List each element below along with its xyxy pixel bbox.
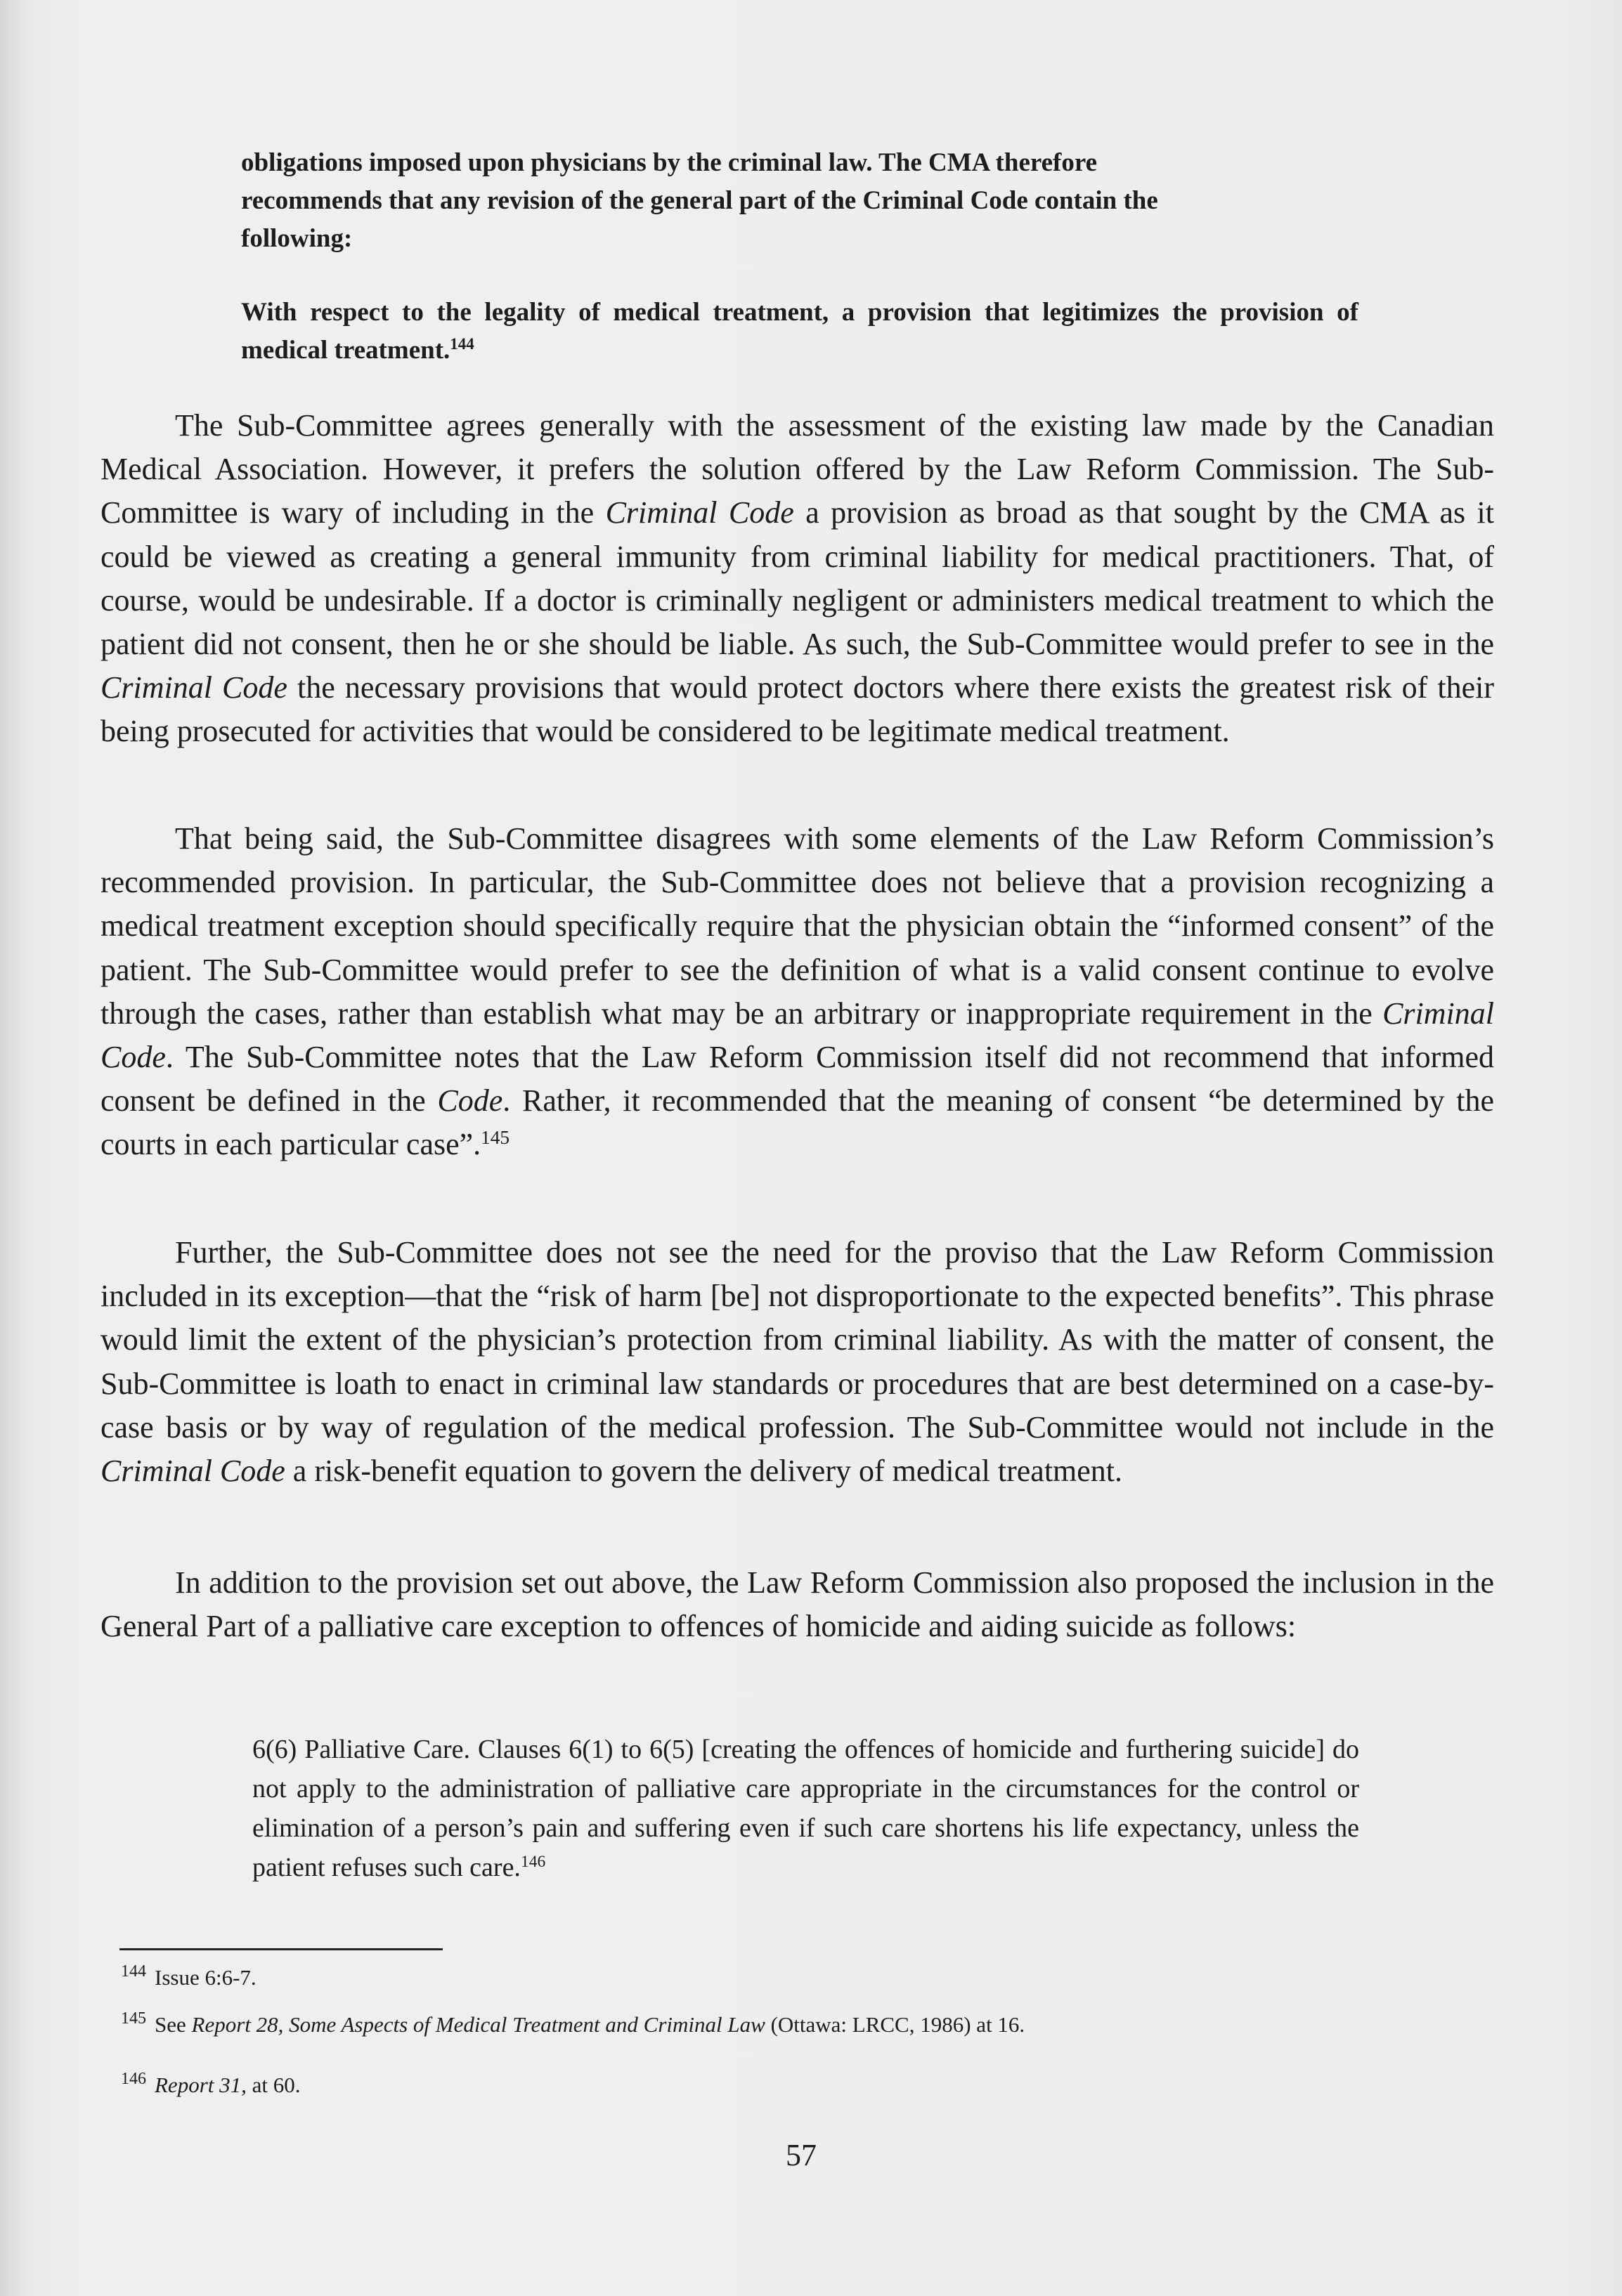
criminal-code-italic: Criminal Code — [605, 495, 794, 530]
criminal-code-italic: Criminal Code — [100, 1454, 285, 1489]
paragraph-4-text: In addition to the provision set out above, the Law Reform Commission also proposed the inclusion in the General Part of a palliative care exception to offences of homicide and aiding suicide as follows: — [100, 1565, 1494, 1644]
footnote-text: at 60. — [246, 2073, 301, 2097]
footnote-text: Issue 6:6-7. — [155, 1965, 257, 1990]
cma-quote-line-1: obligations imposed upon physicians by the criminal law. The CMA therefore — [241, 148, 1098, 177]
criminal-code-italic: Criminal Code — [100, 670, 287, 705]
code-italic: Code — [437, 1083, 503, 1118]
cma-provision-text: With respect to the legality of medical treatment, a provision that legitimizes the provision of medical treatment. — [241, 298, 1358, 365]
footnote-number: 145 — [121, 2009, 146, 2028]
paragraph-1-text-a: The Sub-Committee agrees generally with the assessment of the existing law made by the Canadian Medical Association. However, it prefers the solution offered by the Law Reform Commission. The Sub-Committee is wary of including in the — [100, 408, 1494, 530]
footnote-144 — [121, 1964, 257, 1994]
paragraph-2 — [100, 817, 1494, 1170]
footnote-number: 146 — [121, 2070, 146, 2088]
cma-quote-block — [241, 144, 1358, 258]
cma-provision-quote — [241, 294, 1358, 372]
paragraph-3-text-a: Further, the Sub-Committee does not see the need for the proviso that the Law Reform Commission included in its exception—that the “risk of harm [be] not disproportionate to the expected benefits”. This phrase would limit the extent of the physician’s protection from criminal liability. As with the matter of consent, the Sub-Committee is loath to enact in criminal law standards or procedures that are best determined on a case-by-case basis or by way of regulation of the medical profession. The Sub-Committee would not include in the — [100, 1235, 1494, 1444]
footnote-145 — [121, 2011, 1025, 2041]
palliative-care-text: 6(6) Palliative Care. Clauses 6(1) to 6(5) [creating the offences of homicide and furthering suicide] do not apply to the administration of palliative care appropriate in the circumstances for the control or elimination of a person’s pain and suffering even if such care shortens his life expectancy, unless the patient refuses such care. — [252, 1735, 1359, 1882]
paragraph-3 — [100, 1231, 1494, 1493]
footnote-ref-145: 145 — [481, 1127, 510, 1149]
paragraph-1-text-b: a provision as broad as that sought by the CMA as it could be viewed as creating a general immunity from criminal liability for medical practitioners. That, of course, would be undesirable. If a doctor is criminally negligent or administers medical treatment to which the patient did not consent, then he or she should be liable. As such, the Sub-Committee would prefer to see in the — [100, 495, 1495, 662]
cma-quote-line-3: following: — [241, 224, 353, 253]
paragraph-2-text-b: . The Sub-Committee notes that the Law Reform Commission itself did not recommend that informed consent be defined in the — [100, 1040, 1494, 1118]
paragraph-1 — [100, 404, 1494, 754]
footnote-text: See — [155, 2012, 192, 2037]
paragraph-2-text-a: That being said, the Sub-Committee disagrees with some elements of the Law Reform Commission’s recommended provision. In particular, the Sub-Committee does not believe that a provision recognizing a medical treatment exception should specifically require that the physician obtain the “informed consent” of the patient. The Sub-Committee would prefer to see the definition of what is a valid consent continue to evolve through the cases, rather than establish what may be an arbitrary or inappropriate requirement in the — [100, 821, 1494, 1031]
paragraph-2-text-c: . Rather, it recommended that the meaning of consent “be determined by the courts in each particular case”. — [100, 1083, 1494, 1162]
footnote-ref-146: 146 — [520, 1853, 546, 1872]
criminal-code-italic: Criminal Code — [100, 996, 1494, 1075]
footnote-ref-144: 144 — [450, 335, 474, 353]
footnote-number: 144 — [121, 1962, 146, 1981]
paragraph-4 — [100, 1561, 1494, 1648]
page-number: 57 — [786, 2138, 817, 2172]
cma-quote-line-2: recommends that any revision of the general part of the Criminal Code contain the — [241, 186, 1158, 215]
palliative-care-quote — [252, 1730, 1359, 1891]
footnote-separator — [119, 1948, 443, 1950]
footnote-report-title: Report 28, Some Aspects of Medical Treatment and Criminal Law — [191, 2012, 765, 2037]
paragraph-3-text-b: a risk-benefit equation to govern the delivery of medical treatment. — [285, 1454, 1123, 1489]
paragraph-1-text-c: the necessary provisions that would protect doctors where there exists the greatest risk of their being prosecuted for activities that would be considered to be legitimate medical treatment. — [100, 670, 1495, 749]
footnote-146 — [121, 2071, 301, 2101]
footnote-text: (Ottawa: LRCC, 1986) at 16. — [765, 2012, 1025, 2037]
footnote-report-title: Report 31, — [155, 2073, 247, 2097]
